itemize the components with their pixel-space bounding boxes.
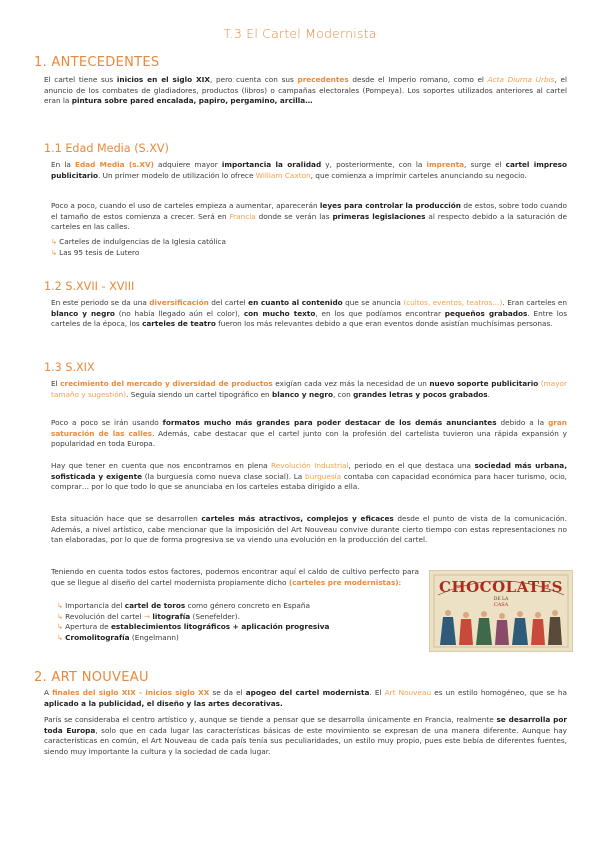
document-title: T.3 El Cartel Modernista xyxy=(223,26,377,41)
list-item: ↳ Revolución del cartel → litografía (Senefelder). xyxy=(57,611,240,621)
poster-sub-text: DE LA xyxy=(493,597,509,602)
paragraph-sxix-2: Poco a poco se irán usando formatos mucho más grandes para poder destacar de los demás anunciantes debido a la gran saturación de las calles. Además, cabe destacar que el cartel junto con la profesión del cartelista tuvieron una rápida expansión y popularidad en toda Europa. xyxy=(51,418,568,449)
list-item: ↳ Importancia del cartel de toros como género concreto en España xyxy=(57,601,310,610)
paragraph-sxix-1: El crecimiento del mercado y diversidad de productos exigían cada vez más la necesidad de un nuevo soporte publicitario (mayor tamaño y sugestión). Seguía siendo un cartel tipográfico en blanco y negro, con grandes letras y pocos grabados. xyxy=(51,379,567,399)
list-item: ↳ Carteles de indulgencias de la Iglesia católica xyxy=(51,237,226,246)
paragraph-antecedentes: El cartel tiene sus inicios en el siglo XIX, pero cuenta con sus precedentes desde el Imperio romano, como el Acta Diurna Urbis, el anuncio de los combates de gladiadores, productos (libros) o campañas electorales (Pompeya). Los soportes utilizados anteriores al cartel eran la pintura sobre pared encalada, papiro, pergamino, arcilla… xyxy=(44,75,568,106)
heading-edad-media: 1.1 Edad Media (S.XV) xyxy=(44,142,169,155)
list-item: ↳ Cromolitografía (Engelmann) xyxy=(57,632,179,642)
list-item: ↳ Las 95 tesis de Lutero xyxy=(51,247,140,257)
paragraph-art-nouveau-2: París se consideraba el centro artístico y, aunque se tiende a pensar que se desarrolla únicamente en Francia, realmente se desarrolla por toda Europa, solo que en cada lugar las características básicas de este movimiento se expresan de una manera diferente. Aunque hay características en común, el Art Nouveau de cada país tenía sus peculiaridades, un estilo muy propio, pues este bebía de diferentes fuentes, siendo muy importante la cultura y la sociedad de cada lugar. xyxy=(44,715,567,756)
paragraph-edad-media-2: Poco a poco, cuando el uso de carteles empieza a aumentar, aparecerán leyes para controlar la producción de estos, sobre todo cuando el tamaño de estos comienza a crecer. Será en Francia donde se verán las primeras legislaciones al respecto debido a la saturación de carteles en las calles. xyxy=(51,201,568,232)
paragraph-sxix-3: Hay que tener en cuenta que nos encontramos en plena Revolución Industrial, periodo en el que destaca una sociedad más urbana, sofisticada y exigente (la burguesía como nueva clase social). La burguesía contaba con capacidad económica para hacer turismo, ocio, comprar… por lo que todo lo que se anunciaba en los carteles estaba dirigido a ella. xyxy=(51,461,568,492)
paragraph-edad-media-1: En la Edad Media (s.XV) adquiere mayor importancia la oralidad y, posteriormente, con la imprenta, surge el cartel impreso publicitario. Un primer modelo de utilización lo ofrece William Caxton, que comienza a imprimir carteles anunciando su negocio. xyxy=(51,160,567,180)
paragraph-art-nouveau-1: A finales del siglo XIX - inicios siglo XX se da el apogeo del cartel modernista. El Art Nouveau es un estilo homogéneo, que se ha aplicado a la publicidad, el diseño y las artes decorativas. xyxy=(44,688,567,708)
list-sxix xyxy=(57,601,329,643)
heading-art-nouveau: 2. ART NOUVEAU xyxy=(34,670,149,685)
poster-brand-text: CASA xyxy=(493,602,509,608)
paragraph-sxix-5: Teniendo en cuenta todos estos factores, podemos encontrar aquí el caldo de cultivo perfecto para que se llegue al diseño del cartel modernista propiamente dicho (carteles pre modernistas): xyxy=(51,567,419,587)
poster-title-text: CHOCOLATES xyxy=(439,578,563,596)
heading-sxvii: 1.2 S.XVII - XVIII xyxy=(44,280,135,293)
paragraph-sxix-4: Esta situación hace que se desarrollen carteles más atractivos, complejos y eficaces desde el punto de vista de la comunicación. Además, a nivel artístico, cabe mencionar que la imposición del Art Nouveau convive durante cierto tiempo con estas representaciones no tan elaboradas, por lo que de forma progresiva se va viendo una evolución en la producción del cartel. xyxy=(51,514,567,545)
list-item: ↳ Apertura de establecimientos litográficos + aplicación progresiva xyxy=(57,622,330,632)
heading-sxix: 1.3 S.XIX xyxy=(44,361,95,374)
list-edad-media xyxy=(51,237,226,258)
chocolates-poster-image xyxy=(429,570,573,652)
heading-antecedentes: 1. ANTECEDENTES xyxy=(34,55,160,70)
paragraph-sxvii: En este periodo se da una diversificación del cartel en cuanto al contenido que se anuncia (cultos, eventos, teatros…). Eran carteles en blanco y negro (no había llegado aún el color), con mucho texto, en los que podíamos encontrar pequeños grabados. Entre los carteles de la época, los carteles de teatro fueron los más relevantes debido a que eran eventos donde asistían muchísimas personas. xyxy=(51,298,568,329)
